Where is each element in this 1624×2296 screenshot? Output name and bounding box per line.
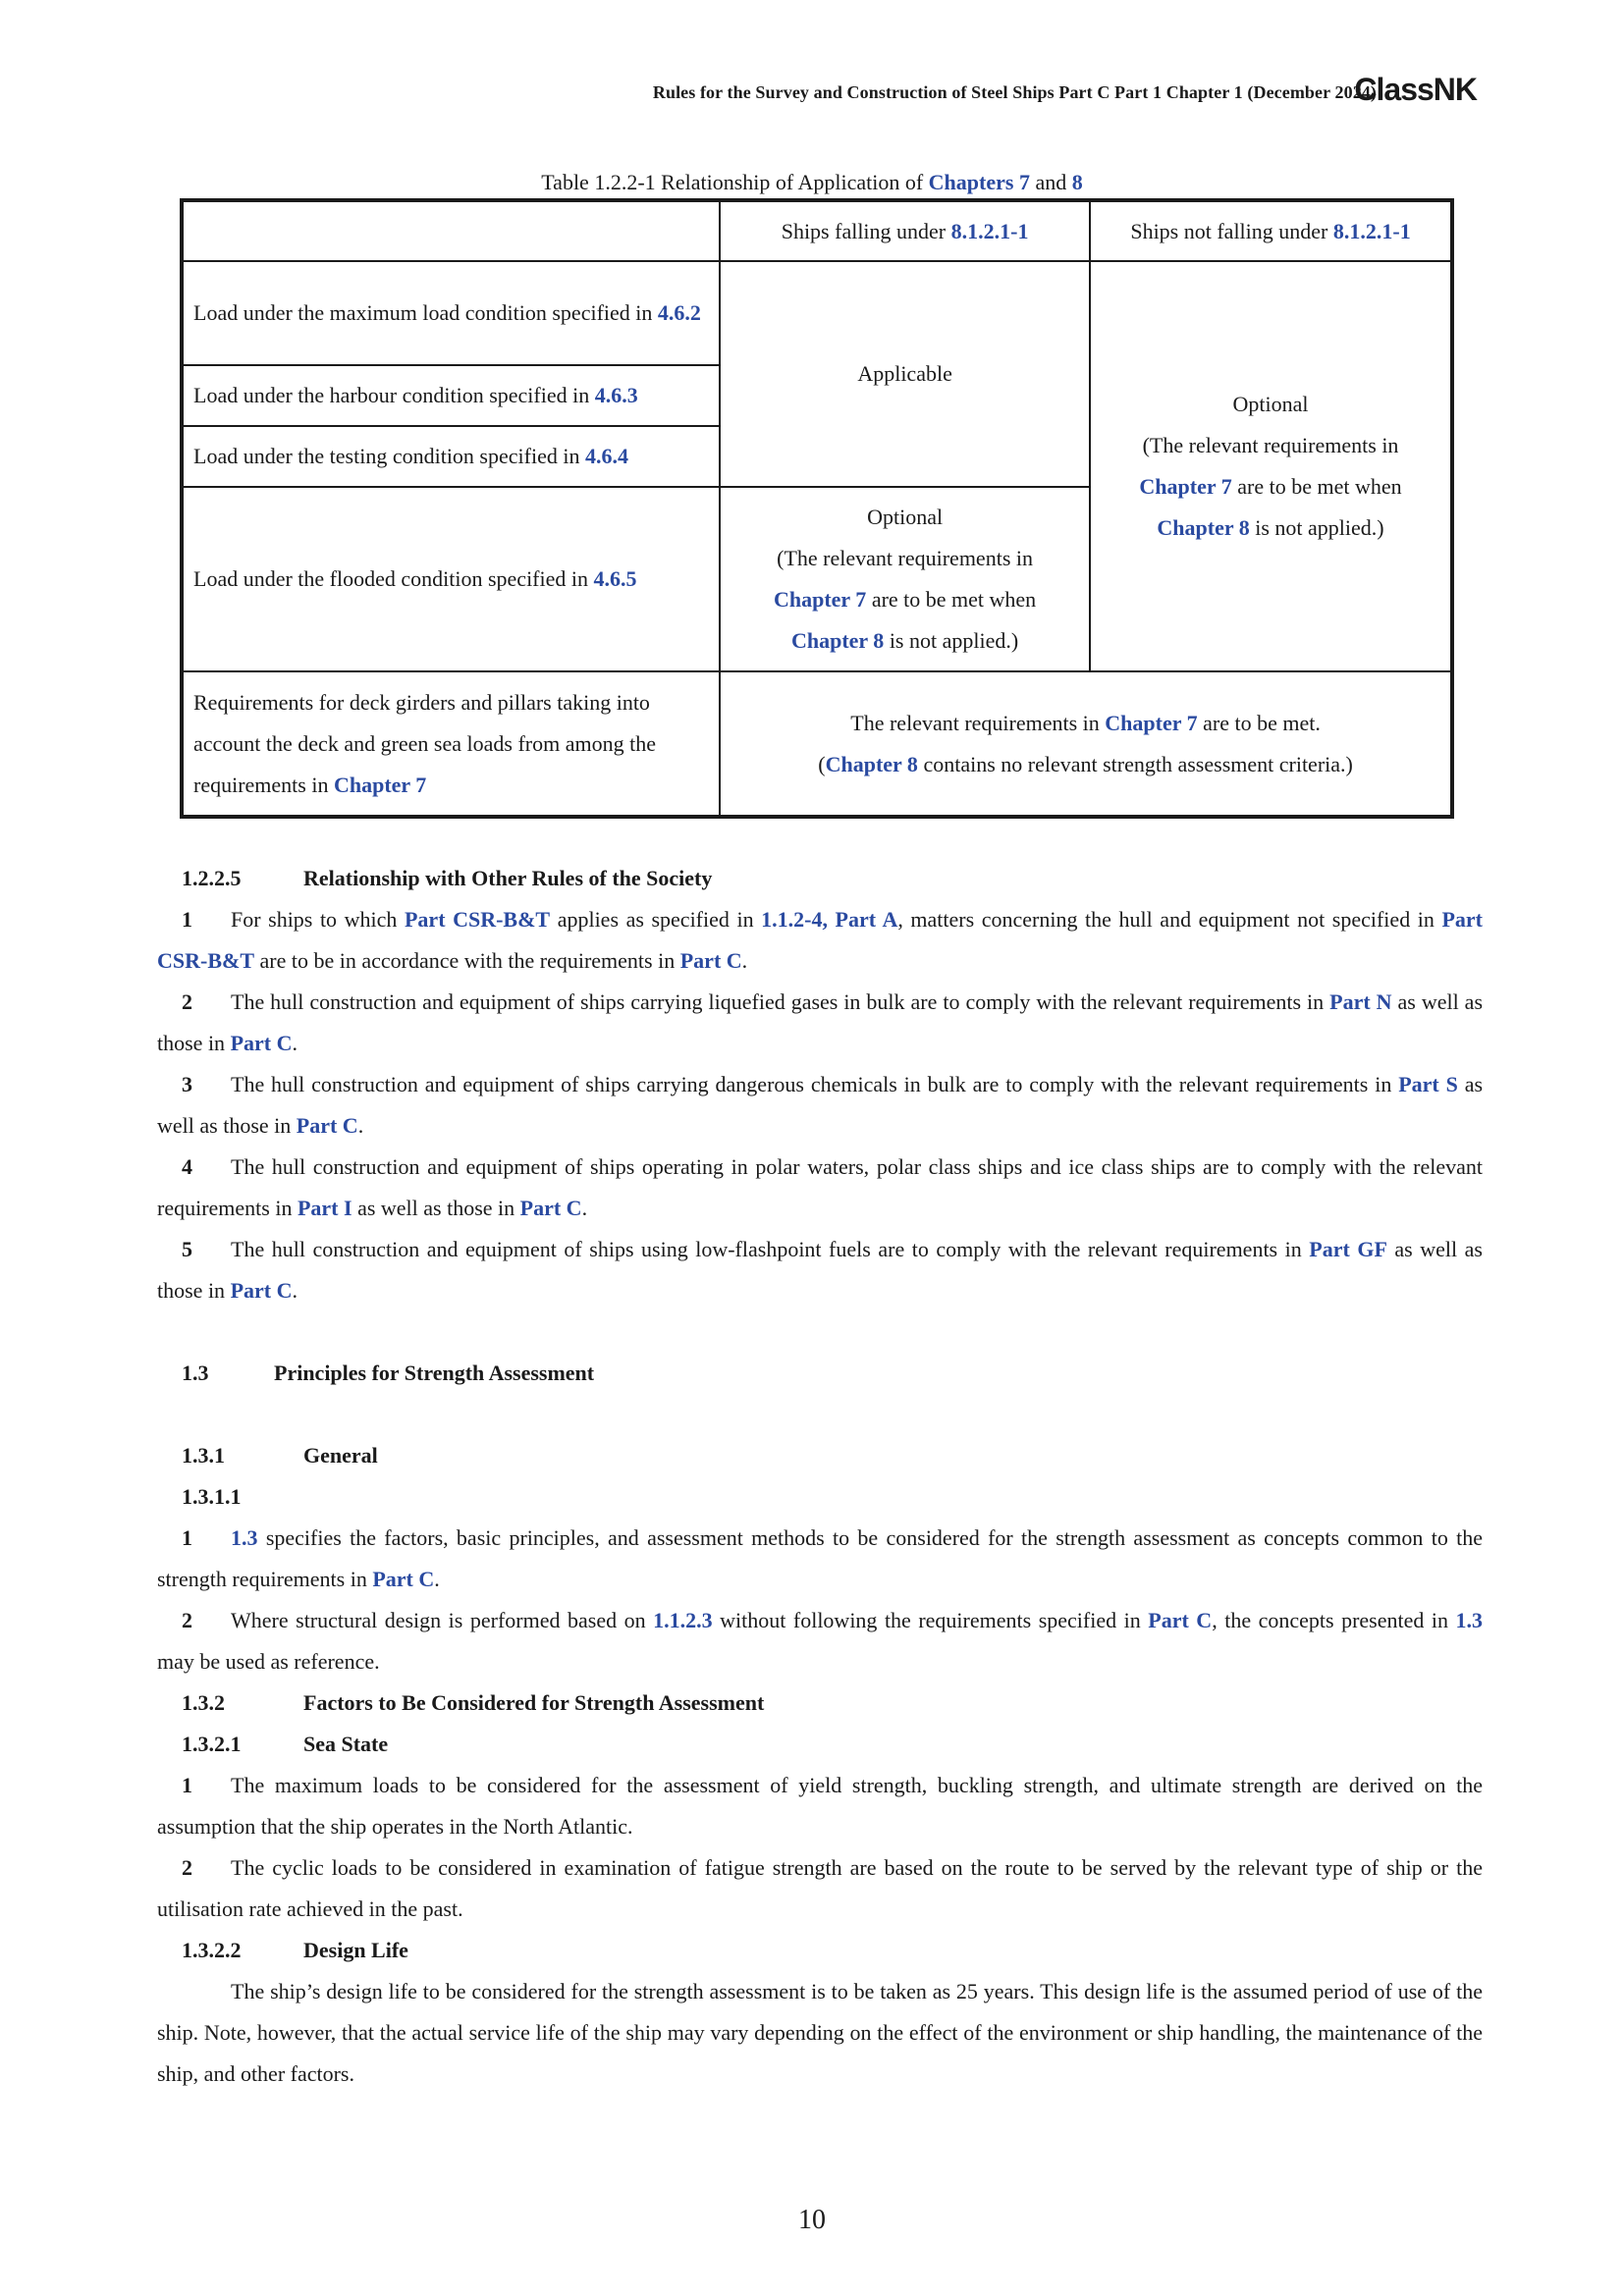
relationship-table: [180, 198, 1454, 819]
row-label-testing: Load under the testing condition specified in 4.6.4: [182, 426, 720, 487]
header-title: Rules for the Survey and Construction of Steel Ships Part C Part 1 Chapter 1 (December 2024): [652, 82, 1377, 102]
link-1-3[interactable]: 1.3: [231, 1525, 258, 1550]
section-1-3-2-1-heading: 1.3.2.1 Sea State: [182, 1732, 389, 1756]
link-4-6-2[interactable]: 4.6.2: [657, 300, 701, 325]
section-1-3-heading: 1.3 Principles for Strength Assessment: [182, 1361, 595, 1385]
paragraph: 2 The hull construction and equipment of ships carrying liquefied gases in bulk are to comply with the relevant requirements in Part N as well as those in Part C.: [157, 989, 1484, 1055]
paragraph: 3 The hull construction and equipment of ships carrying dangerous chemicals in bulk are to comply with the relevant requirements in Part S as well as those in Part C.: [157, 1072, 1484, 1138]
link-part-n[interactable]: Part N: [1329, 989, 1392, 1014]
link-8-1-2-1-1[interactable]: 8.1.2.1-1: [950, 218, 1029, 243]
link-part-i[interactable]: Part I: [297, 1196, 352, 1220]
link-part-c[interactable]: Part C: [1148, 1608, 1213, 1632]
link-part-c[interactable]: Part C: [230, 1031, 293, 1055]
row-label-deck-girders: Requirements for deck girders and pillars taking into account the deck and green sea loads from among the requirements in Chapter 7: [182, 671, 720, 817]
link-part-csr-bt[interactable]: Part CSR-B&T: [157, 907, 1483, 973]
link-part-gf[interactable]: Part GF: [1309, 1237, 1387, 1261]
link-chapter-8[interactable]: Chapter 8: [1157, 515, 1250, 540]
cell-applicable: Applicable: [720, 261, 1090, 487]
document-body: [157, 858, 1483, 2095]
section-1-3-2-2-heading: 1.3.2.2 Design Life: [182, 1938, 408, 1962]
link-part-c[interactable]: Part C: [296, 1113, 358, 1138]
link-chapter-7[interactable]: Chapter 7: [1105, 710, 1198, 735]
link-chapter-7[interactable]: Chapter 7: [773, 587, 867, 612]
link-part-c[interactable]: Part C: [679, 948, 742, 973]
section-1-2-2-5-heading: 1.2.2.5 Relationship with Other Rules of the Society: [182, 866, 713, 890]
section-1-3-1-heading: 1.3.1 General: [182, 1443, 378, 1468]
link-part-csr-bt[interactable]: Part CSR-B&T: [404, 907, 551, 932]
link-part-c[interactable]: Part C: [372, 1567, 435, 1591]
table-header-row: [182, 200, 1452, 261]
link-part-c[interactable]: Part C: [230, 1278, 293, 1303]
cell-optional-not-falling: Optional (The relevant requirements in Chapter 7 are to be met when Chapter 8 is not applied.): [1090, 261, 1452, 671]
table-caption: Table 1.2.2-1 Relationship of Application of Chapters 7 and 8: [541, 170, 1083, 194]
row-label-flooded: Load under the flooded condition specified in 4.6.5: [182, 487, 720, 671]
row-label-harbour: Load under the harbour condition specified in 4.6.3: [182, 365, 720, 426]
row-label-maximum-load: Load under the maximum load condition specified in 4.6.2: [182, 261, 720, 365]
header-ships-not-falling: Ships not falling under 8.1.2.1-1: [1090, 200, 1452, 261]
paragraph: 4 The hull construction and equipment of ships operating in polar waters, polar class ships and ice class ships are to comply with the relevant requirements in Part I as well as those in Part C.: [157, 1154, 1483, 1220]
table-corner-cell: [182, 200, 720, 261]
cell-relevant-requirements: The relevant requirements in Chapter 7 are to be met. (Chapter 8 contains no relevant strength assessment criteria.): [720, 671, 1452, 817]
link-chapter-8[interactable]: 8: [1071, 170, 1083, 194]
paragraph: The ship’s design life to be considered for the strength assessment is to be taken as 25 years. This design life is the assumed period of use of the ship. Note, however, that the actual service life of the ship may vary depending on the effect of the environment or ship handling, the maintenance of the ship, and other factors.: [157, 1979, 1483, 2086]
link-4-6-4[interactable]: 4.6.4: [584, 444, 628, 468]
paragraph: 5 The hull construction and equipment of ships using low-flashpoint fuels are to comply with the relevant requirements in Part GF as well as those in Part C.: [157, 1237, 1483, 1303]
link-1-1-2-4-part-a[interactable]: 1.1.2-4, Part A: [761, 907, 898, 932]
link-part-c[interactable]: Part C: [519, 1196, 582, 1220]
table-row: [182, 261, 1452, 365]
link-part-s[interactable]: Part S: [1398, 1072, 1458, 1096]
link-chapter-8[interactable]: Chapter 8: [790, 628, 885, 653]
link-chapter-7[interactable]: Chapter 7: [333, 772, 427, 797]
cell-optional-falling: Optional (The relevant requirements in Chapter 7 are to be met when Chapter 8 is not applied.): [720, 487, 1090, 671]
paragraph: 2 The cyclic loads to be considered in examination of fatigue strength are based on the route to be served by the relevant type of ship or the utilisation rate achieved in the past.: [157, 1855, 1483, 1921]
paragraph: 1 1.3 specifies the factors, basic principles, and assessment methods to be considered for the strength assessment as concepts common to the strength requirements in Part C.: [157, 1525, 1483, 1591]
link-8-1-2-1-1[interactable]: 8.1.2.1-1: [1332, 218, 1411, 243]
section-1-3-2-heading: 1.3.2 Factors to Be Considered for Strength Assessment: [182, 1690, 765, 1715]
link-chapter-8[interactable]: Chapter 8: [825, 751, 918, 776]
paragraph: 1 For ships to which Part CSR-B&T applies as specified in 1.1.2-4, Part A, matters concerning the hull and equipment not specified in Part CSR-B&T are to be in accordance with the requirements in Part C.: [157, 907, 1483, 973]
header-ships-falling: Ships falling under 8.1.2.1-1: [720, 200, 1090, 261]
table-row: [182, 671, 1452, 817]
link-chapters-7[interactable]: Chapters 7: [928, 170, 1030, 194]
classnk-logo: ClassNK: [1354, 72, 1477, 107]
section-1-3-1-1-heading: 1.3.1.1: [182, 1484, 242, 1509]
paragraph: 2 Where structural design is performed based on 1.1.2.3 without following the requirements specified in Part C, the concepts presented in 1.3 may be used as reference.: [157, 1608, 1484, 1674]
link-1-3[interactable]: 1.3: [1455, 1608, 1484, 1632]
link-1-1-2-3[interactable]: 1.1.2.3: [653, 1608, 713, 1632]
link-chapter-7[interactable]: Chapter 7: [1139, 474, 1232, 499]
page-number: 10: [798, 2205, 826, 2235]
paragraph: 1 The maximum loads to be considered for the assessment of yield strength, buckling strength, and ultimate strength are derived on the assumption that the ship operates in the North Atlantic.: [157, 1773, 1483, 1839]
link-4-6-5[interactable]: 4.6.5: [593, 566, 637, 591]
link-4-6-3[interactable]: 4.6.3: [594, 383, 638, 407]
page-header: [0, 71, 1624, 110]
